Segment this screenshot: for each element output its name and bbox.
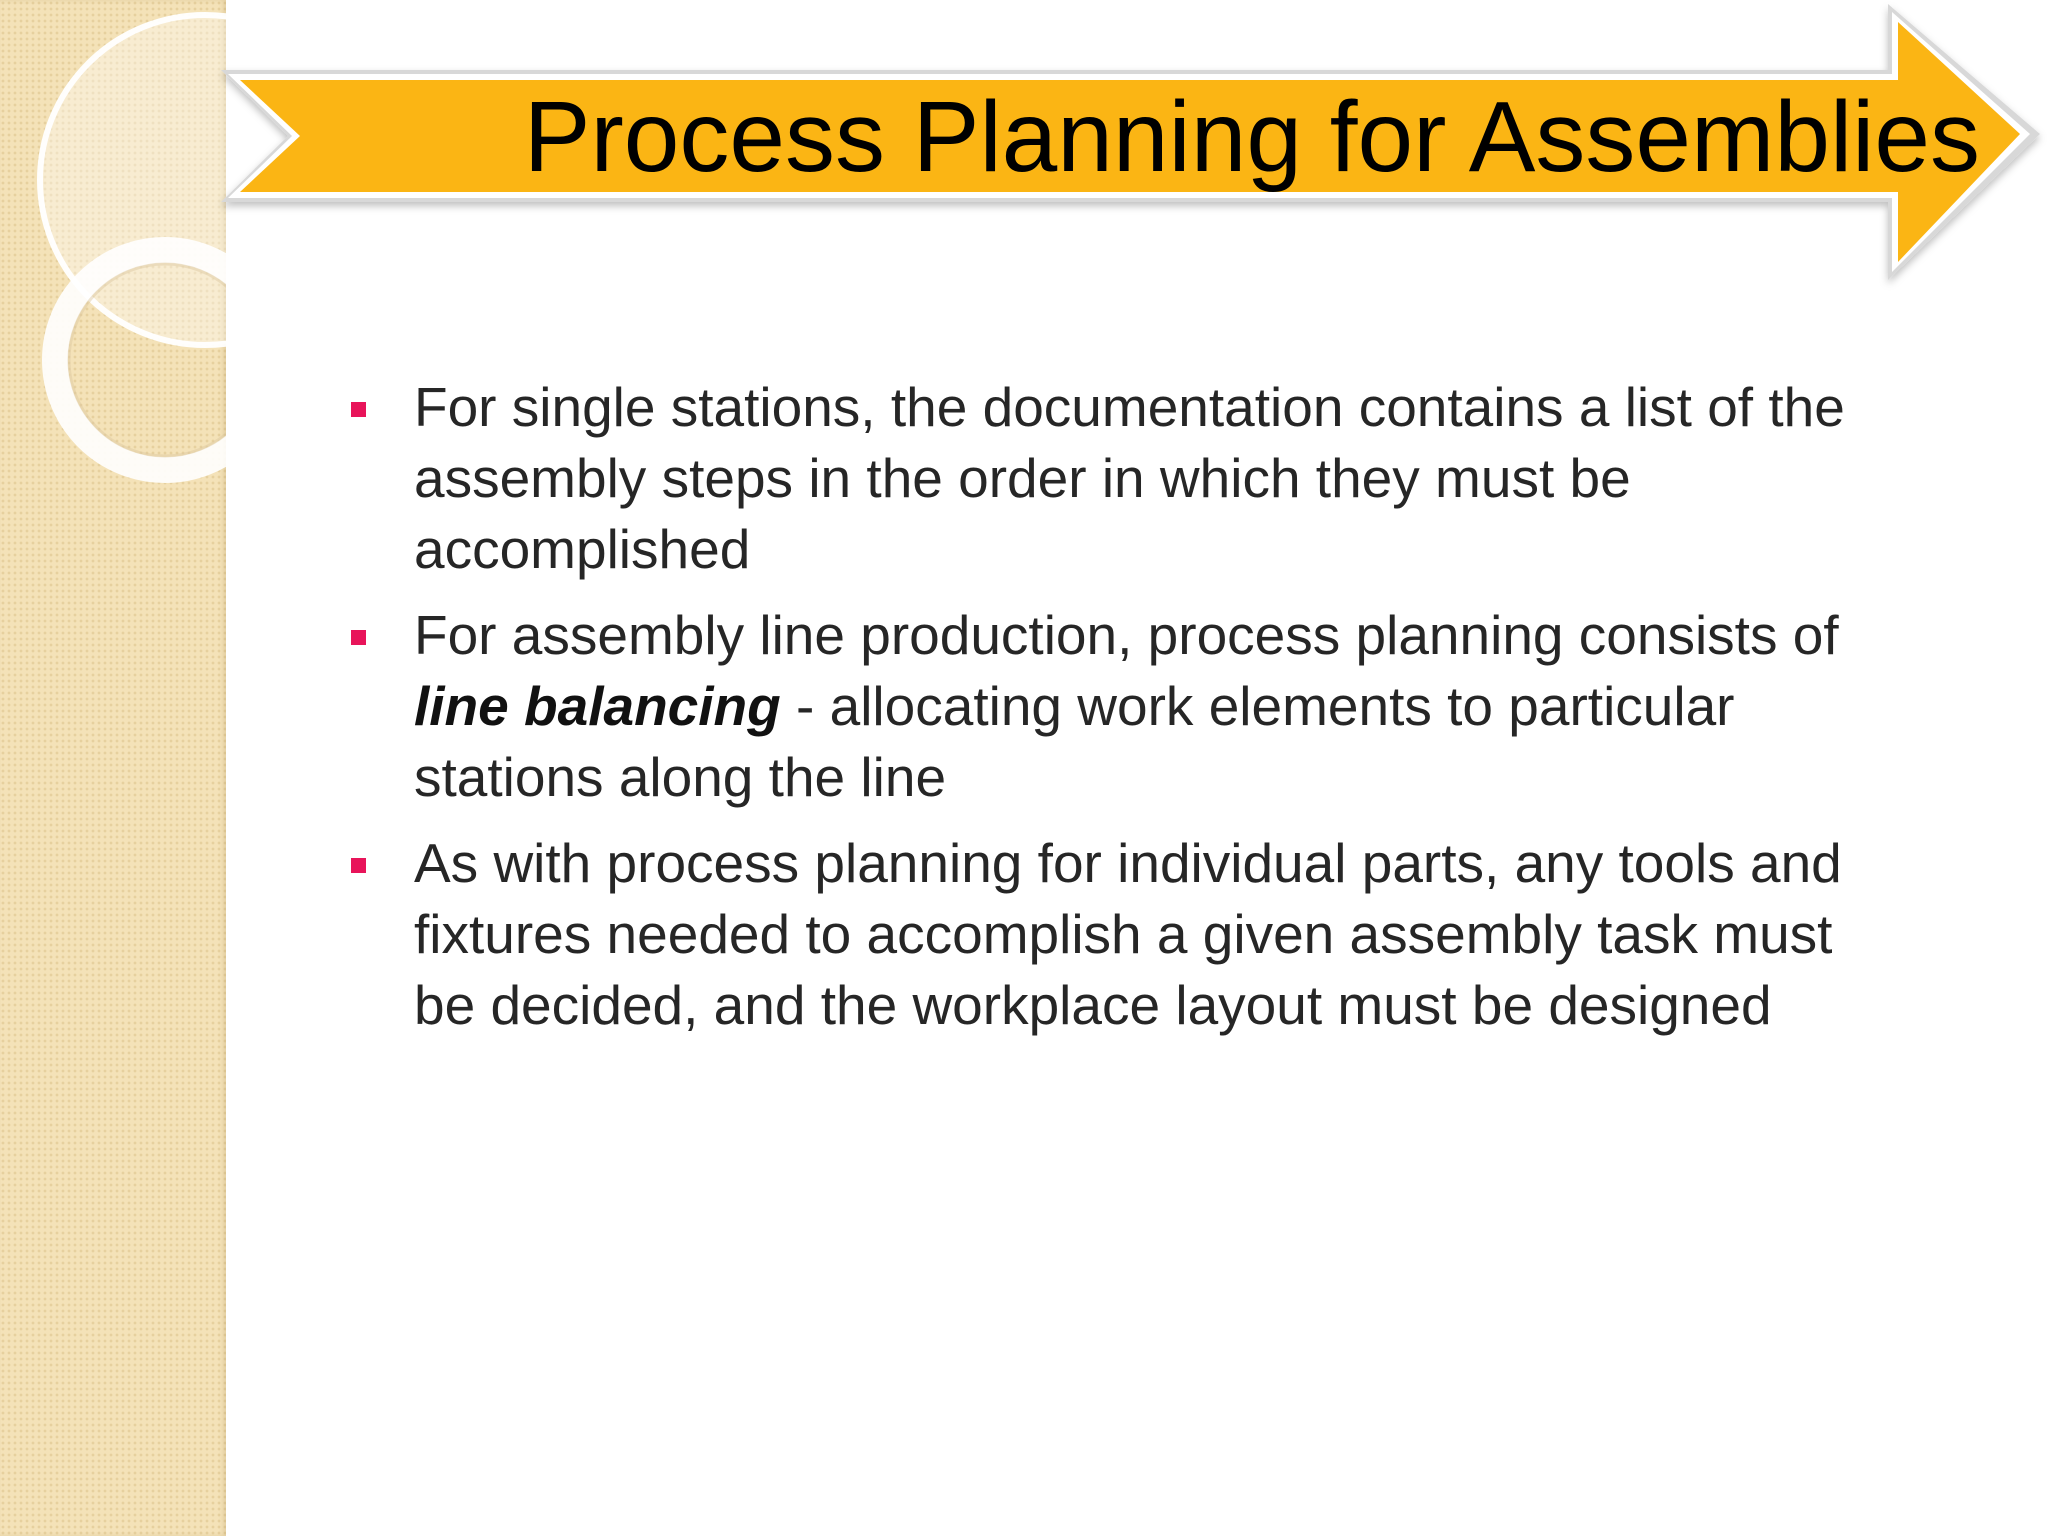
- bullet-text: As with process planning for individual parts, any tools and fixtures needed to accomplish a given assembly task must be decided, and the workplace layout must be designed: [414, 832, 1842, 1036]
- bullet-text-after: - allocating work elements to particular stations along the line: [414, 675, 1735, 808]
- square-bullet-icon: [351, 402, 366, 417]
- bullet-item: [340, 372, 1900, 585]
- bullet-item: [340, 828, 1900, 1041]
- bullet-text: For single stations, the documentation contains a list of the assembly steps in the order in which they must be accomplished: [414, 376, 1845, 580]
- slide-title: Process Planning for Assemblies: [523, 81, 1980, 193]
- bullet-list: [340, 372, 1900, 1056]
- square-bullet-icon: [351, 630, 366, 645]
- square-bullet-icon: [351, 858, 366, 873]
- bullet-text-before: For assembly line production, process planning consists of: [414, 604, 1839, 666]
- emphasis-term: line balancing: [414, 675, 781, 737]
- bullet-item: [340, 600, 1900, 813]
